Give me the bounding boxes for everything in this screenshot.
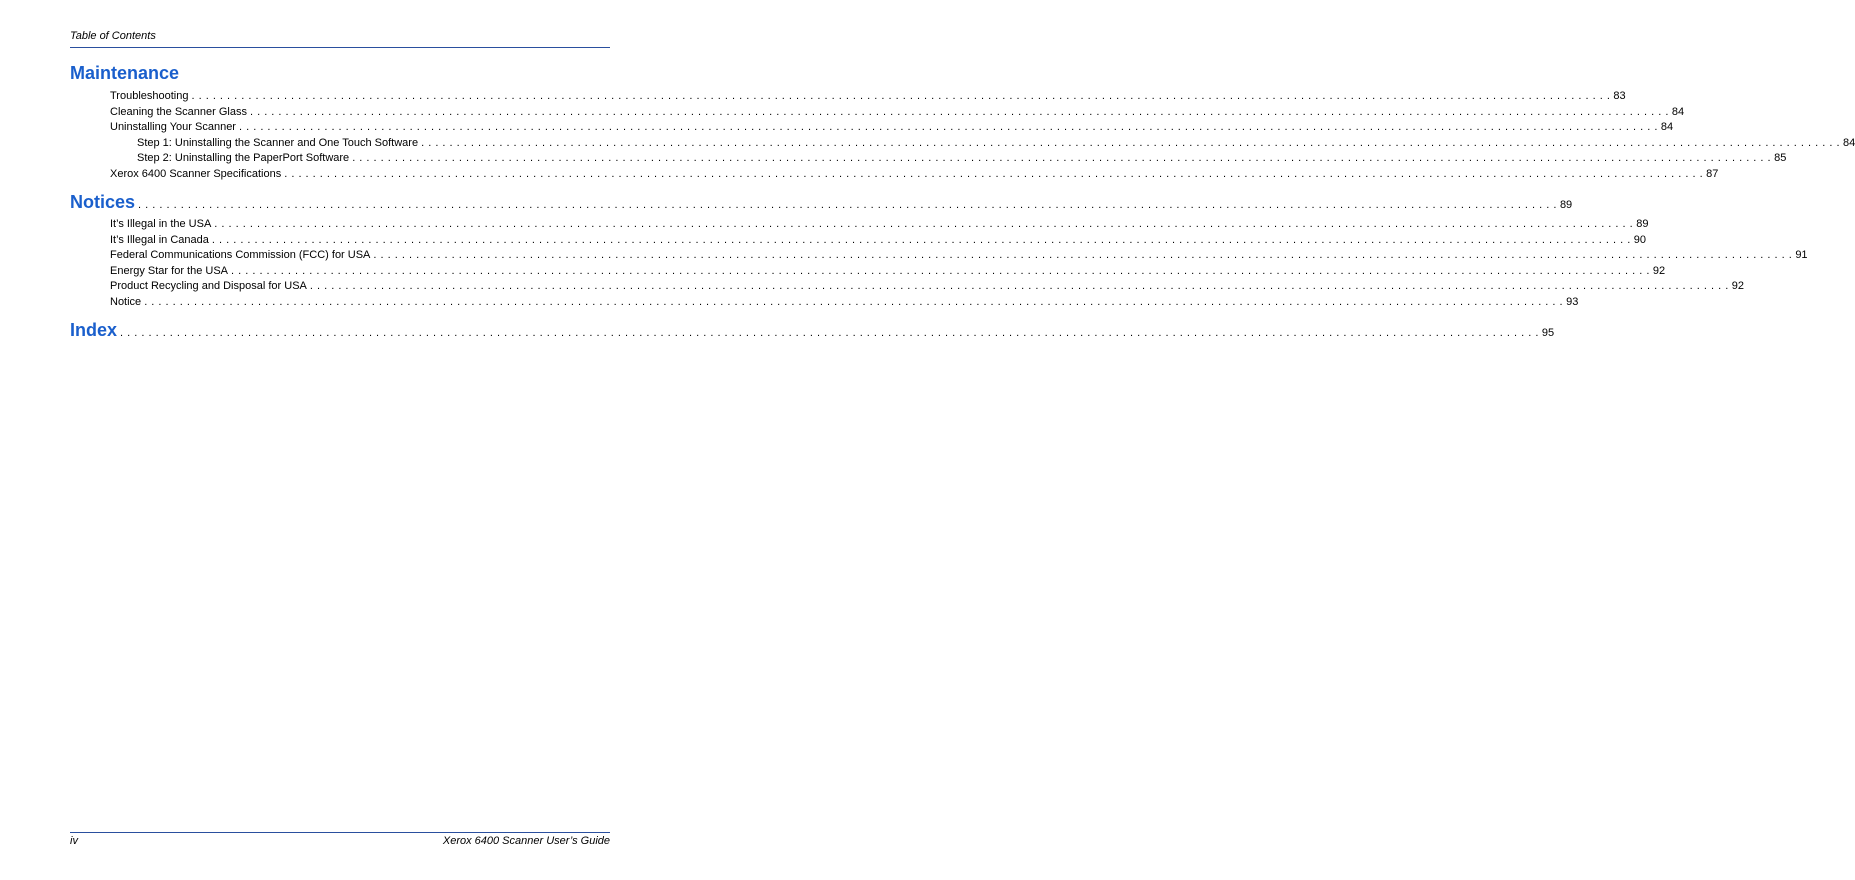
toc-entry-label: It’s Illegal in the USA xyxy=(110,218,212,230)
toc-entry-illegal-usa[interactable] xyxy=(110,218,1649,230)
footer-guide-title: Xerox 6400 Scanner User’s Guide xyxy=(442,835,610,847)
toc-entry-troubleshooting[interactable] xyxy=(110,90,1626,102)
toc-entry-label: Troubleshooting xyxy=(110,90,189,102)
section-page: 95 xyxy=(1541,327,1555,339)
section-notices[interactable] xyxy=(70,192,1573,213)
toc-entry-page: 92 xyxy=(1652,265,1666,277)
toc-entry-label: Energy Star for the USA xyxy=(110,265,228,277)
dot-leader: . . . . . . . . . . . . . . . . . . . . . . . . . . . . . . . . . . . . . . . . . . . . . . . . . . . . . . . . . . . . . . . . . . . . . . . . . . . . . . . . . . . . . . . . . . . . . . . . . . . . . . . . . . . . . . . . . . . . . . . . . . . . . . . . . . . . . . . . . . . . . . . . . . . . . . . . . . . . . . . . . . . . . . . . . . . . . . . . . . . . . . . . . . . . . . . . . . . . . . . . xyxy=(120,327,1539,339)
toc-entry-uninstalling-scanner[interactable] xyxy=(110,121,1674,133)
dot-leader: . . . . . . . . . . . . . . . . . . . . . . . . . . . . . . . . . . . . . . . . . . . . . . . . . . . . . . . . . . . . . . . . . . . . . . . . . . . . . . . . . . . . . . . . . . . . . . . . . . . . . . . . . . . . . . . . . . . . . . . . . . . . . . . . . . . . . . . . . . . . . . . . . . . . . . . . . . . . . . . . . . . . . . . . . . . . . . . . . . . . . . . . . . . . . . . . . . . . . . . . xyxy=(284,168,1704,180)
dot-leader: . . . . . . . . . . . . . . . . . . . . . . . . . . . . . . . . . . . . . . . . . . . . . . . . . . . . . . . . . . . . . . . . . . . . . . . . . . . . . . . . . . . . . . . . . . . . . . . . . . . . . . . . . . . . . . . . . . . . . . . . . . . . . . . . . . . . . . . . . . . . . . . . . . . . . . . . . . . . . . . . . . . . . . . . . . . . . . . . . . . . . . . . . . . . . . . . . . . . . . . . xyxy=(144,296,1564,308)
toc-entry-label: Federal Communications Commission (FCC) for USA xyxy=(110,249,371,261)
toc-entry-page: 84 xyxy=(1660,121,1674,133)
section-title: Notices xyxy=(70,192,136,212)
toc-entry-page: 89 xyxy=(1636,218,1649,230)
toc-entry-page: 92 xyxy=(1731,280,1745,292)
dot-leader: . . . . . . . . . . . . . . . . . . . . . . . . . . . . . . . . . . . . . . . . . . . . . . . . . . . . . . . . . . . . . . . . . . . . . . . . . . . . . . . . . . . . . . . . . . . . . . . . . . . . . . . . . . . . . . . . . . . . . . . . . . . . . . . . . . . . . . . . . . . . . . . . . . . . . . . . . . . . . . . . . . . . . . . . . . . . . . . . . . . . . . . . . . . . . . . . . . . . . . . . xyxy=(138,199,1557,211)
section-index[interactable] xyxy=(70,320,1555,341)
header-title: Table of Contents xyxy=(70,30,156,42)
dot-leader: . . . . . . . . . . . . . . . . . . . . . . . . . . . . . . . . . . . . . . . . . . . . . . . . . . . . . . . . . . . . . . . . . . . . . . . . . . . . . . . . . . . . . . . . . . . . . . . . . . . . . . . . . . . . . . . . . . . . . . . . . . . . . . . . . . . . . . . . . . . . . . . . . . . . . . . . . . . . . . . . . . . . . . . . . . . . . . . . . . . . . . . . . . . . . . . . . . . . . . . . xyxy=(421,137,1840,149)
toc-entry-label: Step 2: Uninstalling the PaperPort Software xyxy=(137,152,350,164)
dot-leader: . . . . . . . . . . . . . . . . . . . . . . . . . . . . . . . . . . . . . . . . . . . . . . . . . . . . . . . . . . . . . . . . . . . . . . . . . . . . . . . . . . . . . . . . . . . . . . . . . . . . . . . . . . . . . . . . . . . . . . . . . . . . . . . . . . . . . . . . . . . . . . . . . . . . . . . . . . . . . . . . . . . . . . . . . . . . . . . . . . . . . . . . . . . . . . . . . . . . . . . . xyxy=(309,280,1729,292)
toc-entry-recycling[interactable] xyxy=(110,280,1745,292)
dot-leader: . . . . . . . . . . . . . . . . . . . . . . . . . . . . . . . . . . . . . . . . . . . . . . . . . . . . . . . . . . . . . . . . . . . . . . . . . . . . . . . . . . . . . . . . . . . . . . . . . . . . . . . . . . . . . . . . . . . . . . . . . . . . . . . . . . . . . . . . . . . . . . . . . . . . . . . . . . . . . . . . . . . . . . . . . . . . . . . . . . . . . . . . . . . . . . . . . . . . . . . . xyxy=(231,265,1650,277)
section-page: 89 xyxy=(1559,199,1573,211)
toc-entry-step-1[interactable] xyxy=(137,137,1855,149)
toc-entry-step-2[interactable] xyxy=(137,152,1787,164)
toc-entry-specifications[interactable] xyxy=(110,168,1719,180)
toc-entry-illegal-canada[interactable] xyxy=(110,234,1647,246)
dot-leader: . . . . . . . . . . . . . . . . . . . . . . . . . . . . . . . . . . . . . . . . . . . . . . . . . . . . . . . . . . . . . . . . . . . . . . . . . . . . . . . . . . . . . . . . . . . . . . . . . . . . . . . . . . . . . . . . . . . . . . . . . . . . . . . . . . . . . . . . . . . . . . . . . . . . . . . . . . . . . . . . . . . . . . . . . . . . . . . . . . . . . . . . . . . . . . . . . . . . . . . . xyxy=(249,106,1669,118)
toc-entry-energy-star[interactable] xyxy=(110,265,1666,277)
toc-entry-page: 84 xyxy=(1671,106,1685,118)
toc-entry-page: 87 xyxy=(1706,168,1719,180)
toc-entry-label: Step 1: Uninstalling the Scanner and One Touch Software xyxy=(137,137,419,149)
toc-entry-label: Product Recycling and Disposal for USA xyxy=(110,280,307,292)
dot-leader: . . . . . . . . . . . . . . . . . . . . . . . . . . . . . . . . . . . . . . . . . . . . . . . . . . . . . . . . . . . . . . . . . . . . . . . . . . . . . . . . . . . . . . . . . . . . . . . . . . . . . . . . . . . . . . . . . . . . . . . . . . . . . . . . . . . . . . . . . . . . . . . . . . . . . . . . . . . . . . . . . . . . . . . . . . . . . . . . . . . . . . . . . . . . . . . . . . . . . . . . xyxy=(211,234,1631,246)
section-maintenance[interactable] xyxy=(70,63,610,84)
toc-entry-fcc[interactable] xyxy=(110,249,1808,261)
toc-entry-label: Xerox 6400 Scanner Specifications xyxy=(110,168,282,180)
dot-leader: . . . . . . . . . . . . . . . . . . . . . . . . . . . . . . . . . . . . . . . . . . . . . . . . . . . . . . . . . . . . . . . . . . . . . . . . . . . . . . . . . . . . . . . . . . . . . . . . . . . . . . . . . . . . . . . . . . . . . . . . . . . . . . . . . . . . . . . . . . . . . . . . . . . . . . . . . . . . . . . . . . . . . . . . . . . . . . . . . . . . . . . . . . . . . . . . . . . . . . . . xyxy=(352,152,1772,164)
toc-entry-page: 90 xyxy=(1633,234,1647,246)
section-title: Index xyxy=(70,320,118,340)
dot-leader: . . . . . . . . . . . . . . . . . . . . . . . . . . . . . . . . . . . . . . . . . . . . . . . . . . . . . . . . . . . . . . . . . . . . . . . . . . . . . . . . . . . . . . . . . . . . . . . . . . . . . . . . . . . . . . . . . . . . . . . . . . . . . . . . . . . . . . . . . . . . . . . . . . . . . . . . . . . . . . . . . . . . . . . . . . . . . . . . . . . . . . . . . . . . . . . . . . . . . . . . xyxy=(373,249,1793,261)
dot-leader: . . . . . . . . . . . . . . . . . . . . . . . . . . . . . . . . . . . . . . . . . . . . . . . . . . . . . . . . . . . . . . . . . . . . . . . . . . . . . . . . . . . . . . . . . . . . . . . . . . . . . . . . . . . . . . . . . . . . . . . . . . . . . . . . . . . . . . . . . . . . . . . . . . . . . . . . . . . . . . . . . . . . . . . . . . . . . . . . . . . . . . . . . . . . . . . . . . . . . . . . xyxy=(238,121,1658,133)
toc-entry-label: It’s Illegal in Canada xyxy=(110,234,209,246)
toc-entry-cleaning-glass[interactable] xyxy=(110,106,1685,118)
dot-leader: . . . . . . . . . . . . . . . . . . . . . . . . . . . . . . . . . . . . . . . . . . . . . . . . . . . . . . . . . . . . . . . . . . . . . . . . . . . . . . . . . . . . . . . . . . . . . . . . . . . . . . . . . . . . . . . . . . . . . . . . . . . . . . . . . . . . . . . . . . . . . . . . . . . . . . . . . . . . . . . . . . . . . . . . . . . . . . . . . . . . . . . . . . . . . . . . . . . . . . . . xyxy=(214,218,1634,230)
toc-entry-label: Notice xyxy=(110,296,142,308)
toc-entry-page: 93 xyxy=(1566,296,1579,308)
section-title: Maintenance xyxy=(70,63,180,83)
footer-rule xyxy=(70,832,610,833)
toc-entry-page: 85 xyxy=(1774,152,1787,164)
toc-entry-page: 83 xyxy=(1613,90,1626,102)
header-rule xyxy=(70,47,610,48)
toc-entry-page: 84 xyxy=(1843,137,1855,149)
toc-entry-label: Cleaning the Scanner Glass xyxy=(110,106,247,118)
footer-page-number: iv xyxy=(70,835,78,847)
dot-leader: . . . . . . . . . . . . . . . . . . . . . . . . . . . . . . . . . . . . . . . . . . . . . . . . . . . . . . . . . . . . . . . . . . . . . . . . . . . . . . . . . . . . . . . . . . . . . . . . . . . . . . . . . . . . . . . . . . . . . . . . . . . . . . . . . . . . . . . . . . . . . . . . . . . . . . . . . . . . . . . . . . . . . . . . . . . . . . . . . . . . . . . . . . . . . . . . . . . . . . . . xyxy=(191,90,1611,102)
toc-entry-label: Uninstalling Your Scanner xyxy=(110,121,236,133)
toc-entry-notice[interactable] xyxy=(110,296,1579,308)
toc-entry-page: 91 xyxy=(1795,249,1808,261)
